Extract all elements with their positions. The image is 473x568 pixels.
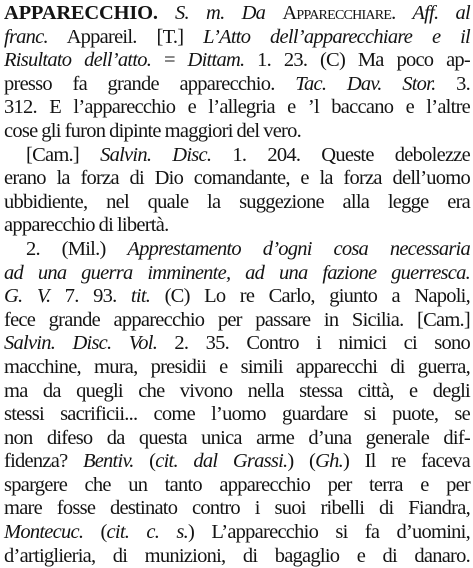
roman-text: 2. 35. Contro i nimici ci sono xyxy=(157,332,471,355)
roman-text: fidenza? xyxy=(4,450,83,473)
italic-text: Montecuc. xyxy=(4,521,84,544)
roman-text: stessi sacrificii... come l’uomo guardare si puote, se xyxy=(4,403,470,426)
entry-line-5 xyxy=(4,96,470,120)
roman-text: 2. (Mil.) xyxy=(26,237,128,260)
roman-text: spargere che un tanto apparecchio per terra e per xyxy=(4,473,470,496)
entry-line-10 xyxy=(4,214,470,238)
roman-text: (C) Lo re Carlo, giunto a Napoli, xyxy=(150,285,471,308)
roman-text: 312. E l’apparecchio e l’allegria e ’l baccano e l’altre xyxy=(4,96,470,119)
italic-text: Risultato dell’atto. xyxy=(4,49,152,72)
entry-line-19 xyxy=(4,427,470,451)
roman-text: 3. xyxy=(435,72,470,95)
roman-text: 7. 93. xyxy=(50,285,131,308)
roman-text: ( xyxy=(133,450,156,473)
italic-text: franc. xyxy=(4,25,48,48)
italic-text: Aff. al xyxy=(395,2,470,24)
entry-line-4 xyxy=(4,73,470,97)
entry-line-21 xyxy=(4,474,470,498)
entry-line-7 xyxy=(4,144,470,168)
italic-text: Gh. xyxy=(315,450,343,473)
roman-text: erano la forza di Dio comandante, e la forza dell’uomo xyxy=(4,167,470,190)
italic-text: cit. dal Grassi. xyxy=(155,450,288,473)
entry-line-6 xyxy=(4,120,470,144)
entry-line-17 xyxy=(4,380,470,404)
entry-line-14 xyxy=(4,309,470,333)
entry-line-13 xyxy=(4,285,470,309)
entry-line-1 xyxy=(4,2,470,26)
roman-text: = xyxy=(151,49,188,72)
italic-text: Bentiv. xyxy=(82,450,134,473)
roman-text: ) ( xyxy=(287,450,316,473)
entry-line-8 xyxy=(4,167,470,191)
italic-text: Salvin. Disc. Vol. xyxy=(4,332,158,355)
roman-text: ma da quegli che vivono nella stessa città, e degli xyxy=(4,379,470,402)
headword: APPARECCHIO. xyxy=(4,2,158,24)
roman-text: ubbidiente, nel quale la suggezione alla legge era xyxy=(4,190,470,213)
roman-text: mare fosse destinato contro i suoi ribelli di Fiandra, xyxy=(4,497,470,520)
italic-text: G. V. xyxy=(4,285,51,308)
italic-text: Apprestamento d’ogni cosa necessaria xyxy=(127,237,470,260)
italic-text: Salvin. Disc. xyxy=(100,143,212,166)
roman-text: 1. 23. (C) Ma poco ap- xyxy=(244,49,471,72)
entry-line-12 xyxy=(4,262,470,286)
roman-text: macchine, mura, presidii e simili apparecchi di guerra, xyxy=(4,355,470,378)
entry-line-18 xyxy=(4,403,470,427)
roman-text: d’artiglieria, di munizioni, di bagaglio e di danaro. xyxy=(4,544,470,567)
entry-line-2 xyxy=(4,26,470,50)
italic-text: S. m. Da xyxy=(157,2,283,24)
italic-text: ad una guerra imminente, ad una fazione guerresca. xyxy=(4,261,470,284)
roman-text: fece grande apparecchio per passare in Sicilia. [Cam.] xyxy=(4,308,470,331)
roman-text: apparecchio di libertà. xyxy=(4,214,169,237)
roman-text: ( xyxy=(83,521,107,544)
roman-text: [Cam.] xyxy=(26,143,101,166)
roman-text: Appareil. [T.] xyxy=(47,25,204,48)
roman-text: ) L’apparecchio si fa d’uomini, xyxy=(188,521,470,544)
entry-line-20 xyxy=(4,450,470,474)
roman-text: ) Il re faceva xyxy=(343,450,471,473)
entry-line-9 xyxy=(4,191,470,215)
entry-line-15 xyxy=(4,332,470,356)
roman-text: non difeso da questa unica arme d’una generale dif- xyxy=(4,426,470,449)
small-caps-text: Apparecchiare. xyxy=(282,2,396,24)
entry-line-24 xyxy=(4,545,470,568)
italic-text: Dittam. xyxy=(187,49,245,72)
italic-text: tit. xyxy=(130,285,151,308)
roman-text: 1. 204. Queste debolezze xyxy=(211,143,470,166)
roman-text: presso fa grande apparecchio. xyxy=(4,72,296,95)
roman-text: cose gli furon dipinte maggiori del vero. xyxy=(4,119,302,142)
entry-line-22 xyxy=(4,497,470,521)
italic-text: Tac. Dav. Stor. xyxy=(295,72,436,95)
entry-line-3 xyxy=(4,49,470,73)
italic-text: L’Atto dell’apparecchiare e il xyxy=(203,25,470,48)
entry-line-16 xyxy=(4,356,470,380)
entry-line-23 xyxy=(4,521,470,545)
italic-text: cit. c. s. xyxy=(106,521,189,544)
dictionary-entry xyxy=(4,2,470,568)
entry-line-11 xyxy=(4,238,470,262)
